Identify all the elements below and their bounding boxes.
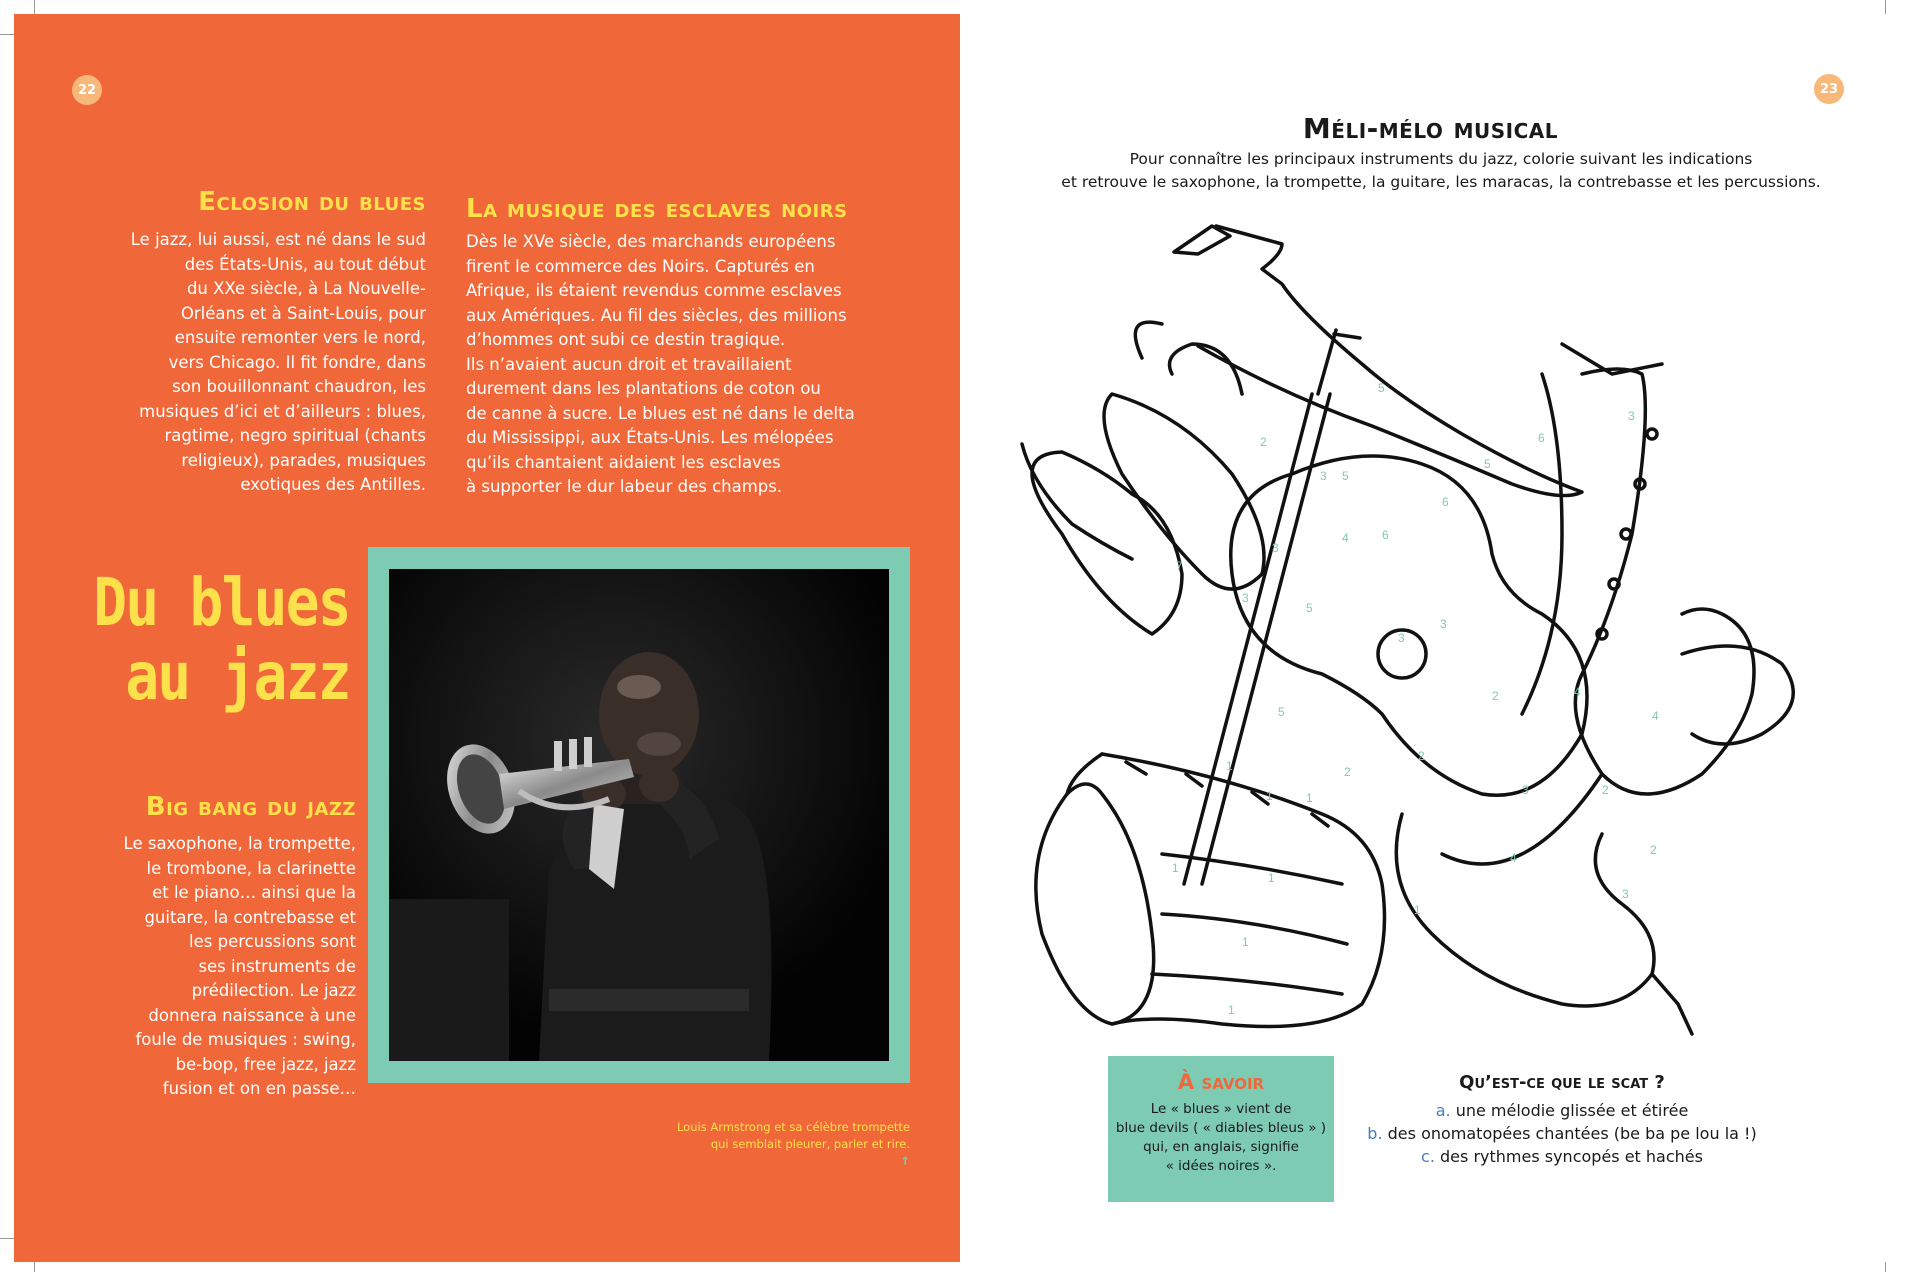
left-page xyxy=(14,14,960,1262)
region-number: 3 xyxy=(1242,591,1249,605)
region-number: 3 xyxy=(1622,887,1629,901)
region-number: 4 xyxy=(1342,531,1349,545)
instrument-coloring-drawing xyxy=(962,14,1920,1064)
region-number: 4 xyxy=(1574,685,1581,699)
region-number: 5 xyxy=(1342,469,1349,483)
scat-option-text: une mélodie glissée et étirée xyxy=(1455,1101,1689,1120)
page-number-right: 23 xyxy=(1814,74,1844,104)
page-title-meli-melo: Méli-mélo musical xyxy=(1302,112,1558,145)
heading-musique-esclaves: La musique des esclaves noirs xyxy=(466,194,848,224)
region-number: 1 xyxy=(1172,861,1179,875)
contrebasse-shape xyxy=(1396,814,1654,1006)
region-number: 1 xyxy=(1228,1003,1235,1017)
paragraph-eclosion: Le jazz, lui aussi, est né dans le sud des États-Unis, au tout début du XXe siècle, à La Nouvelle- Orléans et à Saint-Louis, pour ensuite remonter vers le nord, vers Chicago. Il fit fondre, dans son bouillonnant chaudron, les musiques d’ici et d’ailleurs : blues, ragtime, negro spiritual (chants religieux), parades, musiques exotiques des Antilles. xyxy=(130,230,426,494)
region-number: 5 xyxy=(1278,705,1285,719)
photo-caption xyxy=(677,1102,910,1170)
scat-option-a[interactable] xyxy=(1392,1100,1732,1122)
region-number: 5 xyxy=(1378,381,1385,395)
scat-option-b[interactable] xyxy=(1352,1123,1772,1145)
drum-shape xyxy=(1036,784,1154,1024)
paragraph-big-bang: Le saxophone, la trompette, le trombone, la clarinette et le piano… ainsi que la guitare, la contrebasse et les percussions sont ses instruments de prédilection. Le jazz donnera naissance à une foule de musiques : swing, be-bop, free jazz, jazz fusion et on en passe… xyxy=(123,834,356,1098)
region-number: 3 xyxy=(1522,783,1529,797)
region-number: 7 xyxy=(1176,559,1183,573)
saxophone-shape xyxy=(1575,369,1754,794)
region-number: 1 xyxy=(1242,935,1249,949)
region-number: 1 xyxy=(1306,791,1313,805)
region-number: 2 xyxy=(1602,783,1609,797)
scat-option-letter: b. xyxy=(1367,1124,1383,1143)
trumpet-shape xyxy=(1198,226,1582,496)
region-number: 4 xyxy=(1652,709,1659,723)
region-number: 1 xyxy=(1414,903,1421,917)
region-number: 3 xyxy=(1272,541,1279,555)
main-title-du-blues-au-jazz: Du blues au jazz xyxy=(93,564,350,715)
region-number: 2 xyxy=(1344,765,1351,779)
photo-caption-text: Louis Armstrong et sa célèbre trompette qui semblait pleurer, parler et rire. xyxy=(676,1120,910,1151)
region-number: 2 xyxy=(1418,749,1425,763)
intro-text: Pour connaître les principaux instruments du jazz, colorie suivant les indications et retrouve le saxophone, la trompette, la guitare, les maracas, la contrebasse et les percussions. xyxy=(1061,150,1821,191)
region-number: 2 xyxy=(1650,843,1657,857)
photo-frame xyxy=(368,547,910,1083)
region-number: 5 xyxy=(1484,457,1491,471)
region-number: 4 xyxy=(1510,851,1517,865)
region-number: 1 xyxy=(1268,871,1275,885)
page-number-left: 22 xyxy=(72,75,102,105)
a-savoir-title: À savoir xyxy=(1177,1070,1265,1094)
scat-option-text: des onomatopées chantées (be ba pe lou la !) xyxy=(1387,1124,1757,1143)
a-savoir-text: Le « blues » vient de blue devils ( « diables bleus » ) qui, en anglais, signifie « idées noires ». xyxy=(1115,1101,1327,1174)
region-number: 2 xyxy=(1260,435,1267,449)
region-number: 2 xyxy=(1492,689,1499,703)
heading-eclosion-du-blues: Eclosion du blues xyxy=(198,187,426,217)
heading-big-bang-du-jazz: Big bang du jazz xyxy=(145,792,356,822)
a-savoir-box xyxy=(1108,1056,1334,1202)
region-number: 5 xyxy=(1306,601,1313,615)
scat-option-c[interactable] xyxy=(1392,1146,1732,1168)
louis-armstrong-photo xyxy=(389,569,889,1061)
right-page xyxy=(962,14,1920,1262)
region-number: 1 xyxy=(1266,789,1273,803)
region-number: 3 xyxy=(1440,617,1447,631)
arrow-up-icon: ↑ xyxy=(900,1154,910,1168)
scat-question-title: Qu’est-ce que le scat ? xyxy=(1459,1072,1665,1093)
scat-option-letter: c. xyxy=(1421,1147,1435,1166)
region-number: 6 xyxy=(1442,495,1449,509)
region-number: 3 xyxy=(1398,631,1405,645)
scat-option-text: des rythmes syncopés et hachés xyxy=(1440,1147,1703,1166)
region-number: 1 xyxy=(1226,759,1233,773)
region-number: 3 xyxy=(1320,469,1327,483)
region-number: 3 xyxy=(1628,409,1635,423)
scat-option-letter: a. xyxy=(1435,1101,1451,1120)
region-number: 6 xyxy=(1538,431,1545,445)
trumpet-player-illustration xyxy=(389,569,889,1061)
paragraph-esclaves: Dès le XVe siècle, des marchands européens firent le commerce des Noirs. Capturés en Afrique, ils étaient revendus comme esclaves aux Amériques. Au fil des siècles, des millions d’hommes ont subi ce destin tragique. Ils n’avaient aucun droit et travaillaient durement dans les plantations de coton ou de canne à sucre. Le blues est né dans le delta du Mississippi, aux États-Unis. Les mélopées qu’ils chantaient aidaient les esclaves à supporter le dur labeur des champs. xyxy=(466,232,855,496)
region-number: 6 xyxy=(1382,528,1389,542)
